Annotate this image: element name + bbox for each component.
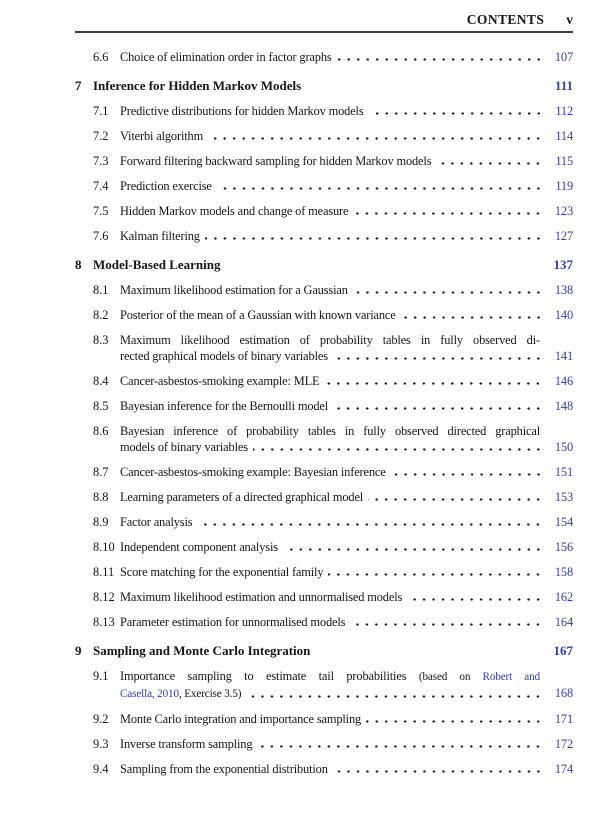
section-page-number: 164 <box>554 615 573 629</box>
section-line <box>120 373 573 389</box>
section-page-number: 119 <box>555 179 573 193</box>
toc-section-row[interactable] <box>75 282 573 298</box>
section-number: 8.5 <box>93 399 109 413</box>
dot-leader <box>366 711 543 727</box>
section-line <box>120 668 540 685</box>
toc-section-row[interactable] <box>75 489 573 505</box>
section-title-text: Bayesian inference for the Bernoulli model <box>120 399 329 413</box>
dot-leader <box>246 685 543 702</box>
dot-leader <box>333 348 543 364</box>
section-page-number: 140 <box>554 308 573 322</box>
dot-leader <box>283 539 543 555</box>
dot-leader <box>253 439 543 455</box>
section-page-number: 107 <box>554 50 573 64</box>
section-title-text: , Exercise 3.5) <box>178 688 242 700</box>
chapter-number: 7 <box>75 78 82 93</box>
section-title-text: Score matching for the exponential family <box>120 565 324 579</box>
section-title-text: Viterbi algorithm <box>120 129 204 143</box>
section-line <box>120 439 573 455</box>
section-title-text: Independent component analysis <box>120 540 278 554</box>
toc-section-row[interactable] <box>75 332 573 364</box>
section-line <box>120 178 573 194</box>
section-page-number: 115 <box>555 154 573 168</box>
section-page-number: 153 <box>554 490 573 504</box>
toc-chapter-row[interactable] <box>75 643 573 659</box>
dot-leader <box>353 203 543 219</box>
dot-leader <box>368 489 543 505</box>
section-number: 8.11 <box>93 565 115 579</box>
dot-leader <box>328 564 543 580</box>
section-title-text: Maximum likelihood estimation of probability tables in fully observed di- <box>120 333 540 347</box>
toc-section-row[interactable] <box>75 103 573 119</box>
chapter-title: Inference for Hidden Markov Models <box>93 78 302 93</box>
section-title-text: models of binary variables <box>120 440 248 454</box>
section-title-text: Importance sampling to estimate tail probabilities <box>120 669 419 683</box>
header-rule <box>75 31 573 33</box>
dot-leader <box>324 373 543 389</box>
section-page-number: 112 <box>555 104 573 118</box>
toc-section-row[interactable] <box>75 153 573 169</box>
toc-chapter-row[interactable] <box>75 78 573 94</box>
section-line <box>120 564 573 580</box>
section-line <box>120 103 573 119</box>
section-number: 8.7 <box>93 465 109 479</box>
section-page-number: 146 <box>554 374 573 388</box>
toc-section-row[interactable] <box>75 668 573 702</box>
section-number: 8.12 <box>93 590 115 604</box>
section-title-text: Forward filtering backward sampling for hidden Markov models <box>120 154 432 168</box>
dot-leader <box>350 614 543 630</box>
section-number: 8.6 <box>93 424 109 438</box>
toc-section-row[interactable] <box>75 373 573 389</box>
section-line <box>120 589 573 605</box>
chapter-title: Model-Based Learning <box>93 257 221 272</box>
chapter-page-number: 137 <box>553 257 573 272</box>
section-line <box>120 711 573 727</box>
section-number: 8.8 <box>93 490 109 504</box>
section-number: 7.4 <box>93 179 109 193</box>
dot-leader <box>208 128 543 144</box>
section-number: 9.3 <box>93 737 109 751</box>
dot-leader <box>333 398 543 414</box>
toc-section-row[interactable] <box>75 539 573 555</box>
section-title-text: Sampling from the exponential distribution <box>120 762 328 776</box>
dot-leader <box>197 514 543 530</box>
dot-leader <box>436 153 543 169</box>
section-line <box>120 203 573 219</box>
section-title-text: Maximum likelihood estimation for a Gaussian <box>120 283 348 297</box>
section-title-text: Choice of elimination order in factor graphs <box>120 50 332 64</box>
section-number: 9.2 <box>93 712 109 726</box>
section-line <box>120 423 540 439</box>
section-line <box>120 736 573 752</box>
section-number: 8.4 <box>93 374 109 388</box>
section-page-number: 174 <box>554 762 573 776</box>
section-number: 8.2 <box>93 308 109 322</box>
dot-leader <box>407 589 543 605</box>
toc-section-row[interactable] <box>75 711 573 727</box>
toc-section-row[interactable] <box>75 589 573 605</box>
toc-section-row[interactable] <box>75 423 573 455</box>
toc-section-row[interactable] <box>75 49 573 65</box>
section-page-number: 151 <box>554 465 573 479</box>
dot-leader <box>205 228 543 244</box>
section-page-number: 168 <box>554 686 573 700</box>
section-number: 7.5 <box>93 204 109 218</box>
section-page-number: 114 <box>555 129 573 143</box>
toc-section-row[interactable] <box>75 203 573 219</box>
section-title-text: Prediction exercise <box>120 179 212 193</box>
section-line <box>120 464 573 480</box>
toc-section-row[interactable] <box>75 398 573 414</box>
toc-section-row[interactable] <box>75 514 573 530</box>
section-title-text: Hidden Markov models and change of measure <box>120 204 349 218</box>
section-title-text: Maximum likelihood estimation and unnormalised models <box>120 590 403 604</box>
section-line <box>120 539 573 555</box>
section-number: 8.1 <box>93 283 109 297</box>
toc-entry-list <box>75 49 573 777</box>
section-line <box>120 332 540 348</box>
section-title-text: Parameter estimation for unnormalised models <box>120 615 346 629</box>
section-line <box>120 228 573 244</box>
dot-leader <box>401 307 543 323</box>
section-title-text: (based on <box>418 671 483 683</box>
section-line <box>120 489 573 505</box>
section-title-text: Learning parameters of a directed graphical model <box>120 490 364 504</box>
section-line <box>120 685 573 702</box>
section-title-text: Cancer-asbestos-smoking example: Bayesian inference <box>120 465 386 479</box>
section-page-number: 148 <box>554 399 573 413</box>
section-line <box>120 514 573 530</box>
chapter-page-number: 111 <box>554 78 573 93</box>
section-title-text: Inverse transform sampling <box>120 737 253 751</box>
section-number: 9.1 <box>93 669 109 683</box>
section-line <box>120 282 573 298</box>
dot-leader <box>217 178 543 194</box>
section-title-text: Bayesian inference of probability tables in fully observed directed graphical <box>120 424 540 438</box>
chapter-number: 9 <box>75 643 82 658</box>
section-title-text: Monte Carlo integration and importance sampling <box>120 712 362 726</box>
section-line <box>120 153 573 169</box>
toc-section-row[interactable] <box>75 761 573 777</box>
section-page-number: 158 <box>554 565 573 579</box>
section-page-number: 154 <box>554 515 573 529</box>
toc-section-row[interactable] <box>75 307 573 323</box>
running-header <box>75 12 573 28</box>
section-number: 8.13 <box>93 615 115 629</box>
section-number: 7.1 <box>93 104 109 118</box>
section-line <box>120 614 573 630</box>
contents-header-title: CONTENTS <box>466 12 545 27</box>
section-title-text: Factor analysis <box>120 515 193 529</box>
chapter-number: 8 <box>75 257 82 272</box>
toc-section-row[interactable] <box>75 736 573 752</box>
citation-link[interactable]: Robert and <box>482 671 540 683</box>
section-page-number: 172 <box>554 737 573 751</box>
chapter-title: Sampling and Monte Carlo Integration <box>93 643 311 658</box>
dot-leader <box>333 761 543 777</box>
toc-section-row[interactable] <box>75 564 573 580</box>
section-title-text: Cancer-asbestos-smoking example: MLE <box>120 374 320 388</box>
toc-chapter-row[interactable] <box>75 257 573 273</box>
section-page-number: 123 <box>554 204 573 218</box>
section-line <box>120 307 573 323</box>
section-title-text: rected graphical models of binary variables <box>120 349 328 363</box>
citation-link[interactable]: Casella, 2010 <box>120 688 179 700</box>
section-line <box>120 348 573 364</box>
section-page-number: 127 <box>554 229 573 243</box>
section-page-number: 141 <box>554 349 573 363</box>
chapter-page-number: 167 <box>553 643 573 658</box>
section-number: 7.6 <box>93 229 109 243</box>
page-folio: v <box>566 12 573 27</box>
section-line <box>120 49 573 65</box>
toc-section-row[interactable] <box>75 614 573 630</box>
dot-leader <box>337 49 543 65</box>
section-number: 8.10 <box>93 540 115 554</box>
section-number: 7.2 <box>93 129 109 143</box>
section-number: 9.4 <box>93 762 109 776</box>
section-page-number: 162 <box>554 590 573 604</box>
toc-section-row[interactable] <box>75 128 573 144</box>
section-title-text: Predictive distributions for hidden Markov models <box>120 104 364 118</box>
toc-section-row[interactable] <box>75 464 573 480</box>
section-number: 8.3 <box>93 333 109 347</box>
section-page-number: 138 <box>554 283 573 297</box>
toc-section-row[interactable] <box>75 228 573 244</box>
section-page-number: 150 <box>554 440 573 454</box>
section-line <box>120 128 573 144</box>
section-line <box>120 398 573 414</box>
section-title-text: Kalman filtering <box>120 229 200 243</box>
dot-leader <box>369 103 543 119</box>
section-number: 6.6 <box>93 50 109 64</box>
section-number: 7.3 <box>93 154 109 168</box>
section-number: 8.9 <box>93 515 109 529</box>
toc-section-row[interactable] <box>75 178 573 194</box>
dot-leader <box>391 464 543 480</box>
section-page-number: 171 <box>554 712 573 726</box>
section-line <box>120 761 573 777</box>
dot-leader <box>353 282 543 298</box>
section-page-number: 156 <box>554 540 573 554</box>
section-title-text: Posterior of the mean of a Gaussian with known variance <box>120 308 396 322</box>
dot-leader <box>257 736 543 752</box>
